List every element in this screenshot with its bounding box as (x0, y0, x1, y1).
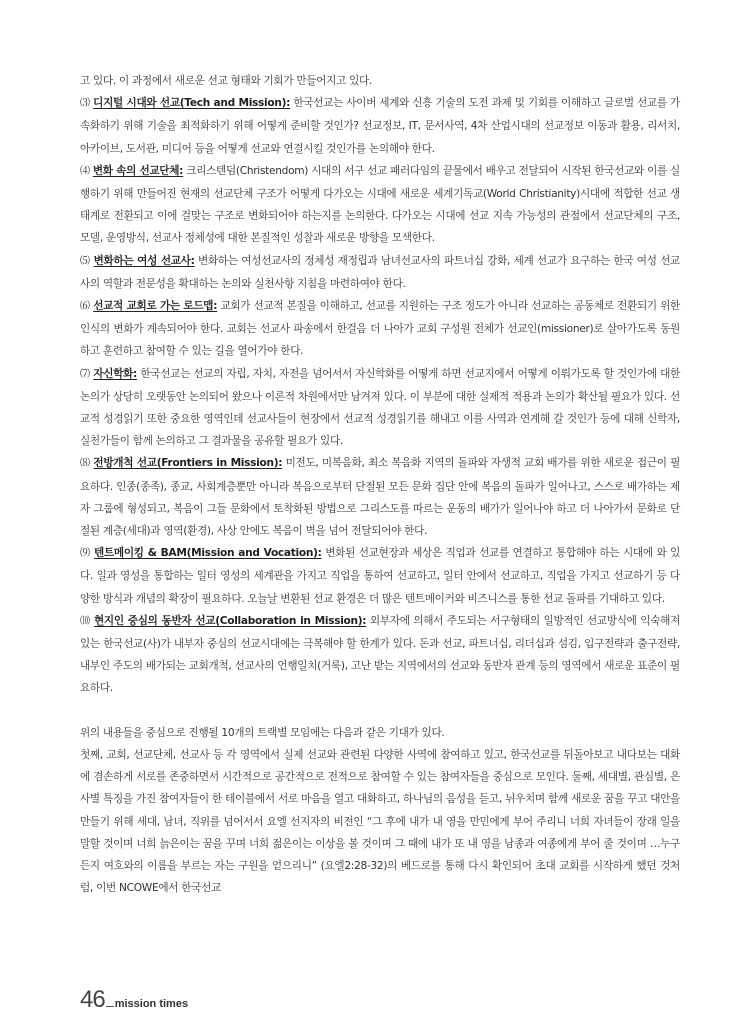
track-heading: 현지인 중심의 동반자 선교(Collaboration in Mission): (93, 614, 367, 627)
track-text: 외부자에 의해서 주도되는 서구형태의 일방적인 선교방식에 익숙해져 있는 한국선교(사)가 내부자 중심의 선교시대에는 극복해야 할 한계가 있다. 돈과 선교, 파트너십, 리더십과 섬김, 입구전략과 출구전략, 내부인 주도의 배가되는 교회개척, 선교사의 언행일치(거룩), 고난 받는 지역에서의 선교와 동반자 관계 등의 영역에서 새로운 표준이 필요하다. (80, 614, 680, 695)
page-footer (80, 986, 188, 1014)
track-text: 크리스텐덤(Christendom) 시대의 서구 선교 패러다임의 끝물에서 배우고 전달되어 시작된 한국선교와 이를 실행하기 위해 만들어진 현재의 선교단체 구조가 어떻게 다가오는 시대에 새로운 세계기독교(World Christianity)시대에 적합한 선교 생태계로 전환되고 이에 걸맞는 구조로 변화되어야 하는지를 논의한다. 다가오는 시대에 선교 지속 가능성의 관점에서 선교단체의 구조, 모델, 운영방식, 선교사 정체성에 대한 본질적인 성찰과 새로운 방향을 모색한다. (80, 164, 680, 245)
publication-name: mission times (114, 998, 189, 1010)
track-number: ⑽ (80, 615, 91, 627)
track-heading: 자신학화: (93, 367, 137, 380)
track-number: ⑹ (80, 301, 90, 313)
closing-intro: 위의 내용들을 중심으로 진행될 10개의 트랙별 모임에는 다음과 같은 기대가 있다. (80, 726, 445, 739)
track-text: 변화된 선교현장과 세상은 직업과 선교를 연결하고 통합해야 하는 시대에 와 있다. 일과 영성을 통합하는 일터 영성의 세계관을 가지고 직업을 통하여 선교하고, 일터 안에서 선교하고, 직업을 가지고 선교하기 등 다양한 방식과 개념의 확장이 필요하다. 오늘날 변환된 선교 환경은 더 많은 텐트메이커와 비즈니스를 통한 선교 돌파를 기대하고 있다. (80, 547, 681, 605)
track-item (80, 295, 680, 363)
track-heading: 변화하는 여성 선교사: (93, 254, 195, 267)
footer-divider (106, 1006, 114, 1007)
track-item (80, 92, 680, 160)
track-item (80, 160, 680, 250)
track-number: ⑶ (80, 98, 90, 110)
closing-body: 첫째, 교회, 선교단체, 선교사 등 각 영역에서 실제 선교와 관련된 다양한 사역에 참여하고 있고, 한국선교를 뒤돌아보고 내다보는 대화에 겸손하게 서로를 존중하면서 시간적으로 공간적으로 전적으로 참여할 수 있는 참여자들을 중심으로 모인다. 둘째, 세대별, 관심별, 은사별 특징을 가진 참여자들이 한 테이블에서 서로 마음을 열고 대화하고, 하나님의 음성을 듣고, 뉘우치며 함께 새로운 꿈을 꾸고 대안을 만들기 위해 세대, 남녀, 직위를 넘어서서 요엘 선지자의 비전인 “그 후에 내가 내 영을 만민에게 부어 주리니 너희 자녀들이 장래 일을 말할 것이며 너희 늙은이는 꿈을 꾸며 너희 젊은이는 이상을 볼 것이며 그 때에 내가 또 내 영을 남종과 여종에게 부어 줄 것이며 …누구든지 여호와의 이름을 부르는 자는 구원을 얻으리니” (요엘2:28-32)의 베드로를 통해 다시 확인되어 초대 교회를 시작하게 했던 것처럼, 이번 NCOWE에서 한국선교 (80, 748, 680, 895)
track-item (80, 542, 680, 610)
track-item (80, 250, 680, 295)
text-column (80, 70, 680, 899)
track-heading: 전방개척 선교(Frontiers in Mission): (93, 457, 283, 470)
track-heading: 디지털 시대와 선교(Tech and Mission): (93, 97, 291, 110)
track-number: ⑸ (80, 255, 91, 267)
page-number: 46 (80, 986, 105, 1013)
intro-paragraph: 고 있다. 이 과정에서 새로운 선교 형태와 기회가 만들어지고 있다. (80, 75, 373, 87)
track-text: 한국선교는 선교의 자립, 자치, 자전을 넘어서서 자신학화를 어떻게 하면 선교지에서 어떻게 이뤄가도록 할 것인가에 대한 논의가 상당히 오랫동안 논의되어 왔으나 이론적 차원에서만 남겨져 있다. 이 부분에 대한 실제적 적용과 논의가 확산될 필요가 있다. 선교적 성경읽기 또한 중요한 영역인데 선교사들이 현장에서 선교적 성경읽기를 해내고 이를 사역과 연계해 갈 것인가 등에 대해 신학자, 실천가들이 함께 논의하고 그 결과물을 공유할 필요가 있다. (80, 367, 680, 448)
track-number: ⑻ (80, 458, 91, 470)
track-heading: 텐트메이킹 & BAM(Mission and Vocation): (94, 547, 322, 560)
track-number: ⑷ (80, 165, 90, 177)
track-heading: 선교적 교회로 가는 로드맵: (93, 300, 218, 313)
track-list (80, 92, 680, 699)
track-number: ⑺ (80, 368, 90, 380)
track-item (80, 452, 680, 542)
track-heading: 변화 속의 선교단체: (92, 164, 184, 177)
track-text: 미전도, 미복음화, 최소 복음화 지역의 돌파와 자생적 교회 배가를 위한 새로운 접근이 필요하다. 인종(종족), 종교, 사회계층뿐만 아니라 복음으로부터 단절된 모든 문화 집단 안에 복음의 돌파가 일어나고, 스스로 배가하는 제자 그룹에 형성되고, 복음이 그들 문화에서 토착화된 방법으로 그리스도를 따르는 운동의 배가가 일어나야 하고 더 나아가서 문화로 단절된 계층(세대)과 영역(환경), 사상 안에도 복음이 벽을 넘어 전달되어야 한다. (80, 457, 681, 538)
track-text: 한국선교는 사이버 세계와 신흥 기술의 도전 과제 및 기회를 이해하고 글로벌 선교를 가속화하기 위해 기술을 최적화하기 위해 어떻게 준비할 것인가? 선교정보, IT, 문서사역, 4차 산업시대의 선교정보 이동과 활용, 리서치, 아카이브, 도서관, 미디어 등을 어떻게 선교와 연결시킬 것인가를 논의해야 한다. (80, 97, 680, 155)
track-text: 변화하는 여성선교사의 정체성 재정립과 남녀선교사의 파트너십 강화, 세계 선교가 요구하는 한국 여성 선교사의 역할과 전문성을 확대하는 논의와 실천사항 지침을 마련하여야 한다. (80, 254, 680, 290)
paragraph-gap (80, 700, 680, 722)
track-number: ⑼ (80, 548, 91, 560)
track-text: 교회가 선교적 본질을 이해하고, 선교를 지원하는 구조 정도가 아니라 선교하는 공동체로 전환되기 위한 인식의 변화가 계속되어야 한다. 교회는 선교사 파송에서 한걸음 더 나아가 교회 구성원 전체가 선교인(missioner)로 살아가도록 동원하고 훈련하고 참여할 수 있는 길을 열어가야 한다. (80, 300, 680, 358)
track-item (80, 610, 680, 700)
track-item (80, 363, 680, 453)
